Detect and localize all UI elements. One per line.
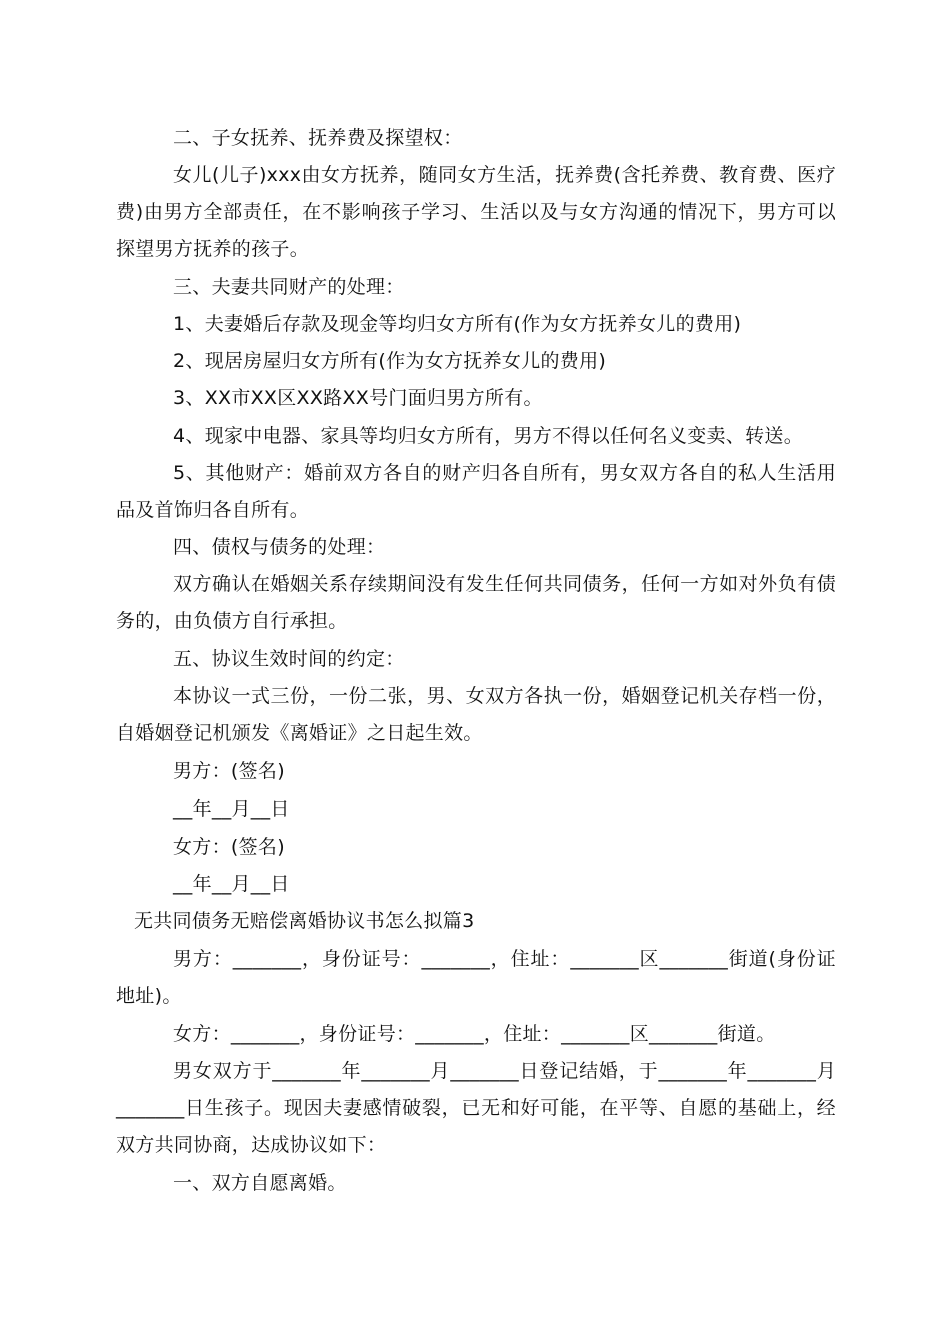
article-title-part-3: 无共同债务无赔偿离婚协议书怎么拟篇3: [134, 910, 475, 932]
property-item-5: 5、其他财产：婚前双方各自的财产归各自所有，男女双方各自的私人生活用品及首饰归各自所有。: [116, 462, 836, 521]
paragraph-debt: 双方确认在婚姻关系存续期间没有发生任何共同债务，任何一方如对外负有债务的，由负债方自行承担。: [116, 573, 836, 632]
section-heading-effective-time: 五、协议生效时间的约定：: [173, 648, 405, 670]
property-item-3: 3、XX市XX区XX路XX号门面归男方所有。: [173, 387, 543, 409]
property-item-2: 2、现居房屋归女方所有(作为女方抚养女儿的费用): [173, 350, 607, 372]
party-male-info: 男方：_______，身份证号：_______，住址：_______区_______街道(身份证地址)。: [116, 948, 836, 1007]
signature-female: 女方：(签名): [173, 836, 285, 858]
section-heading-property: 三、夫妻共同财产的处理：: [173, 276, 405, 298]
property-item-4: 4、现家中电器、家具等均归女方所有，男方不得以任何名义变卖、转送。: [173, 425, 803, 447]
paragraph-child-custody: 女儿(儿子)xxx由女方抚养，随同女方生活，抚养费(含托养费、教育费、医疗费)由男方全部责任，在不影响孩子学习、生活以及与女方沟通的情况下，男方可以探望男方抚养的孩子。: [116, 164, 836, 260]
date-line-female: __年__月__日: [173, 873, 290, 895]
paragraph-effective-time: 本协议一式三份，一份二张，男、女双方各执一份，婚姻登记机关存档一份，自婚姻登记机颁发《离婚证》之日起生效。: [116, 685, 836, 744]
paragraph-marriage-facts: 男女双方于_______年_______月_______日登记结婚，于_______年_______月_______日生孩子。现因夫妻感情破裂，已无和好可能，在平等、自愿的基础上，经双方共同协商，达成协议如下：: [116, 1060, 836, 1156]
section-heading-child-custody: 二、子女抚养、抚养费及探望权：: [173, 127, 463, 149]
date-line-male: __年__月__日: [173, 798, 290, 820]
signature-male: 男方：(签名): [173, 760, 285, 782]
party-female-info: 女方：_______，身份证号：_______，住址：_______区_______街道。: [173, 1023, 776, 1045]
property-item-1: 1、夫妻婚后存款及现金等均归女方所有(作为女方抚养女儿的费用): [173, 313, 742, 335]
clause-1-voluntary-divorce: 一、双方自愿离婚。: [173, 1172, 347, 1194]
section-heading-debt: 四、债权与债务的处理：: [173, 536, 386, 558]
